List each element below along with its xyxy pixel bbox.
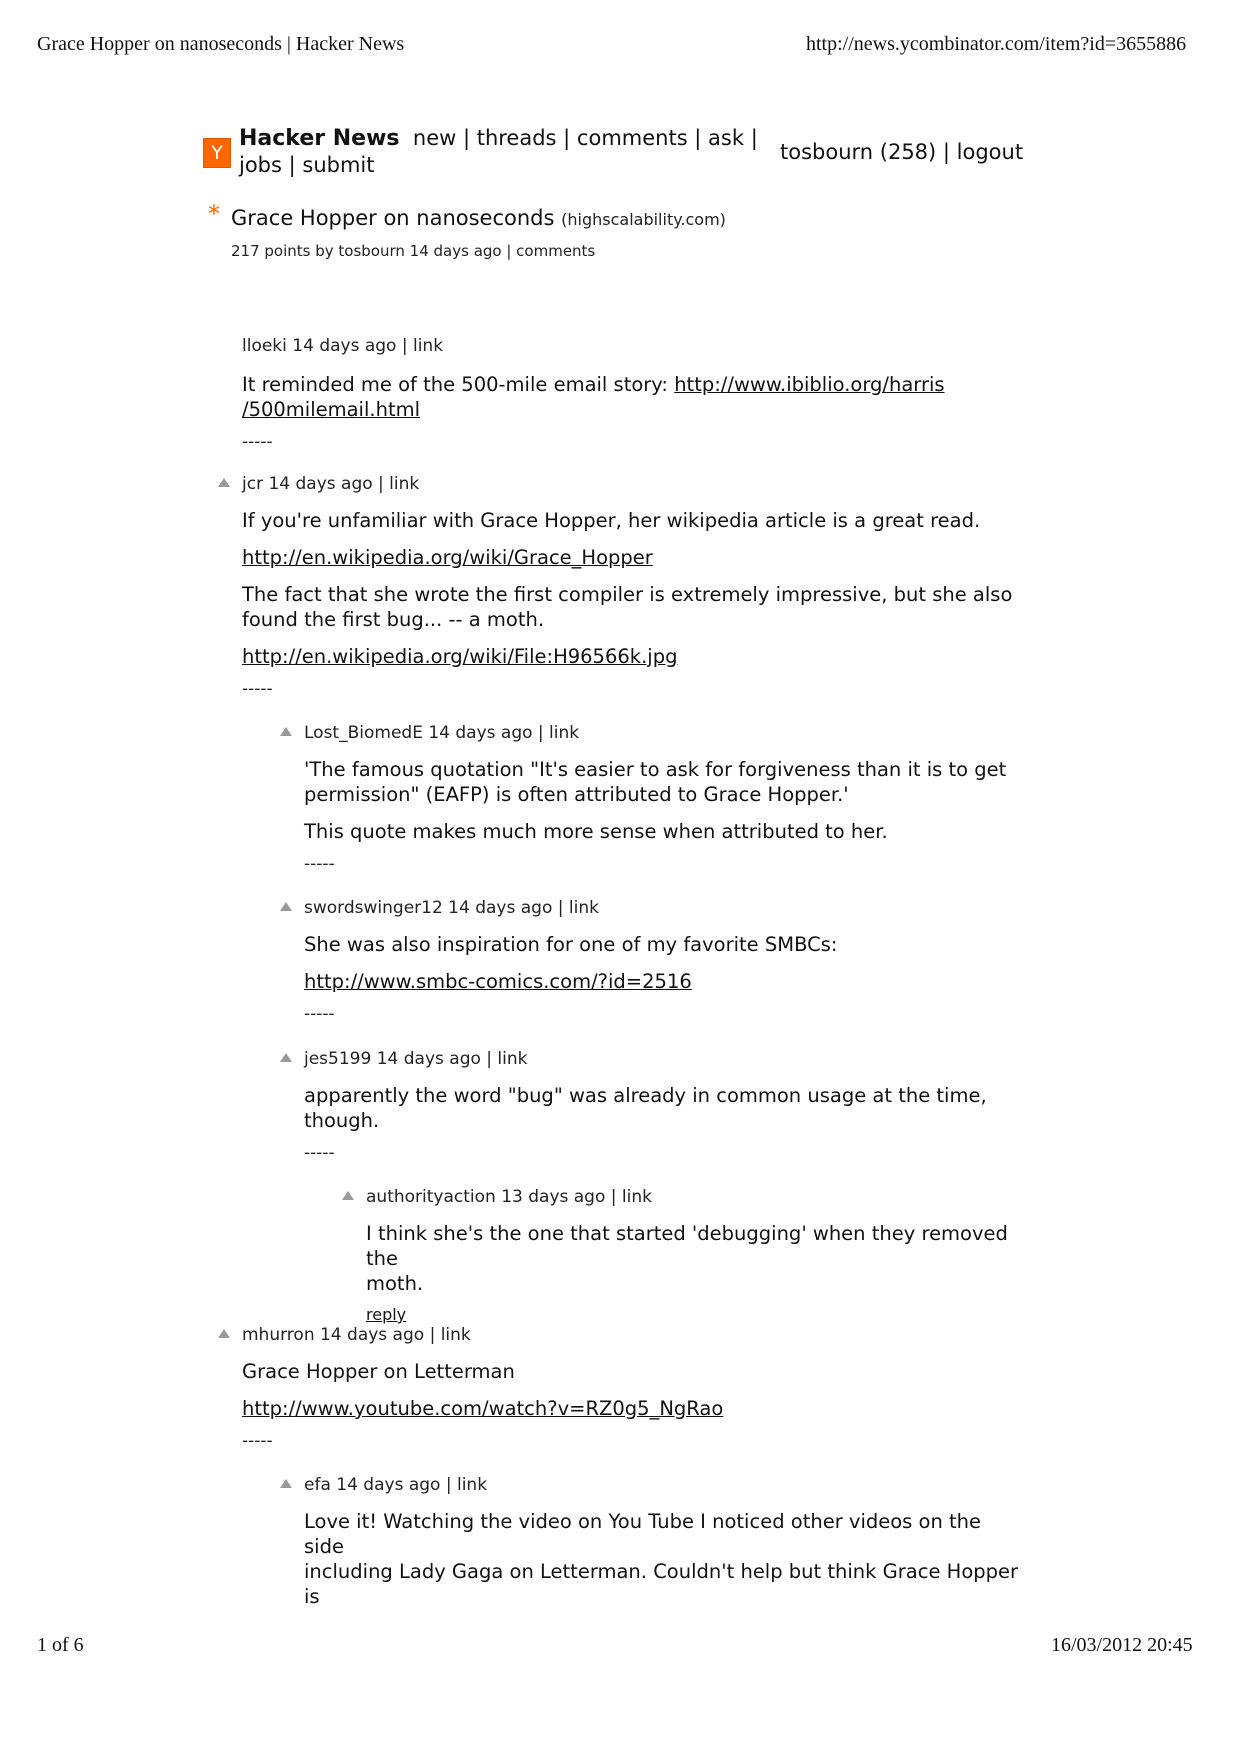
print-footer-page: 1 of 6 — [37, 1634, 84, 1656]
comment-link[interactable]: http://en.wikipedia.org/wiki/Grace_Hopper — [242, 546, 653, 569]
comment-separator: ----- — [242, 432, 273, 452]
comment-line: I think she's the one that started 'debugging' when they removed the — [366, 1222, 1008, 1270]
comment-line: moth. — [366, 1272, 424, 1295]
story-title[interactable]: Grace Hopper on nanoseconds — [231, 206, 555, 230]
reply-link[interactable]: reply — [366, 1305, 407, 1324]
comment-meta[interactable]: jes5199 14 days ago | link — [304, 1049, 528, 1069]
comment-paragraph: Grace Hopper on Letterman — [242, 1360, 515, 1383]
comment-separator: ----- — [242, 1431, 273, 1451]
upvote-arrow-icon[interactable] — [280, 1479, 292, 1488]
comment-line: including Lady Gaga on Letterman. Couldn't help but think Grace Hopper is — [304, 1560, 1019, 1608]
comment-paragraph — [304, 757, 1024, 807]
comment-link[interactable]: http://www.ibiblio.org/harris — [674, 373, 945, 396]
comment-separator: ----- — [242, 679, 273, 699]
comment — [304, 1474, 1024, 1609]
comment — [366, 1186, 1036, 1324]
comment-link-cont[interactable]: /500milemail.html — [242, 398, 421, 421]
upvote-arrow-icon[interactable] — [342, 1191, 354, 1200]
comment-paragraph: This quote makes much more sense when attributed to her. — [304, 820, 888, 843]
comment-meta[interactable]: lloeki 14 days ago | link — [242, 336, 444, 356]
comment-line: found the first bug... -- a moth. — [242, 608, 545, 631]
comment-meta[interactable]: efa 14 days ago | link — [304, 1475, 488, 1495]
hn-logo-icon[interactable]: Y — [203, 138, 231, 168]
upvote-star-icon: * — [208, 200, 220, 228]
comment — [242, 1324, 1022, 1451]
comment-meta[interactable]: Lost_BiomedE 14 days ago | link — [304, 723, 580, 743]
comment-line: apparently the word "bug" was already in common usage at the time, — [304, 1084, 987, 1107]
comment-meta[interactable]: authorityaction 13 days ago | link — [366, 1187, 652, 1207]
comment-line: permission" (EAFP) is often attributed to Grace Hopper.' — [304, 783, 849, 806]
comment-paragraph: If you're unfamiliar with Grace Hopper, her wikipedia article is a great read. — [242, 509, 981, 532]
nav-links — [239, 125, 779, 178]
comment-line: 'The famous quotation "It's easier to ask for forgiveness than it is to get — [304, 758, 1007, 781]
comment — [242, 335, 1002, 452]
comment-separator: ----- — [304, 1004, 335, 1024]
upvote-arrow-icon[interactable] — [218, 478, 230, 487]
comment-paragraph: She was also inspiration for one of my favorite SMBCs: — [304, 933, 838, 956]
comment-link[interactable]: http://en.wikipedia.org/wiki/File:H96566k.jpg — [242, 645, 678, 668]
comment-link[interactable]: http://www.smbc-comics.com/?id=2516 — [304, 970, 692, 993]
comment-meta[interactable]: swordswinger12 14 days ago | link — [304, 898, 599, 918]
upvote-arrow-icon[interactable] — [218, 1329, 230, 1338]
comment-text — [242, 372, 1002, 422]
story-subtext: 217 points by tosbourn 14 days ago | comments — [231, 242, 596, 260]
comment-link[interactable]: http://www.youtube.com/watch?v=RZ0g5_NgRao — [242, 1397, 724, 1420]
comment-line: though. — [304, 1109, 380, 1132]
print-footer-datetime: 16/03/2012 20:45 — [1051, 1634, 1193, 1656]
comment-separator: ----- — [304, 854, 335, 874]
upvote-arrow-icon[interactable] — [280, 727, 292, 736]
comment-text-line: It reminded me of the 500-mile email story: — [242, 373, 675, 396]
story-domain: (highscalability.com) — [561, 210, 726, 229]
comment-meta[interactable]: jcr 14 days ago | link — [242, 474, 420, 494]
comment-separator: ----- — [304, 1143, 335, 1163]
upvote-arrow-icon[interactable] — [280, 1053, 292, 1062]
comment-paragraph — [304, 1509, 1024, 1609]
comment-paragraph — [242, 582, 1022, 632]
comment — [304, 722, 1024, 874]
comment-line: Love it! Watching the video on You Tube I noticed other videos on the side — [304, 1510, 982, 1558]
story-title-line — [231, 205, 726, 233]
upvote-arrow-icon[interactable] — [280, 902, 292, 911]
print-header-url: http://news.ycombinator.com/item?id=3655886 — [806, 33, 1187, 55]
print-header-title: Grace Hopper on nanoseconds | Hacker News — [37, 33, 405, 55]
comment-paragraph — [366, 1221, 1036, 1296]
comment — [242, 473, 1022, 699]
comment — [304, 897, 1024, 1024]
user-box[interactable]: tosbourn (258) | logout — [780, 140, 1024, 164]
comment — [304, 1048, 1024, 1163]
comment-paragraph — [304, 1083, 1024, 1133]
nav-links-line1[interactable]: new | threads | comments | ask | — [412, 126, 758, 150]
comment-line: The fact that she wrote the first compiler is extremely impressive, but she also — [242, 583, 1013, 606]
nav-links-line2[interactable]: jobs | submit — [239, 153, 375, 177]
site-name[interactable]: Hacker News — [239, 126, 400, 151]
comment-meta[interactable]: mhurron 14 days ago | link — [242, 1325, 471, 1345]
